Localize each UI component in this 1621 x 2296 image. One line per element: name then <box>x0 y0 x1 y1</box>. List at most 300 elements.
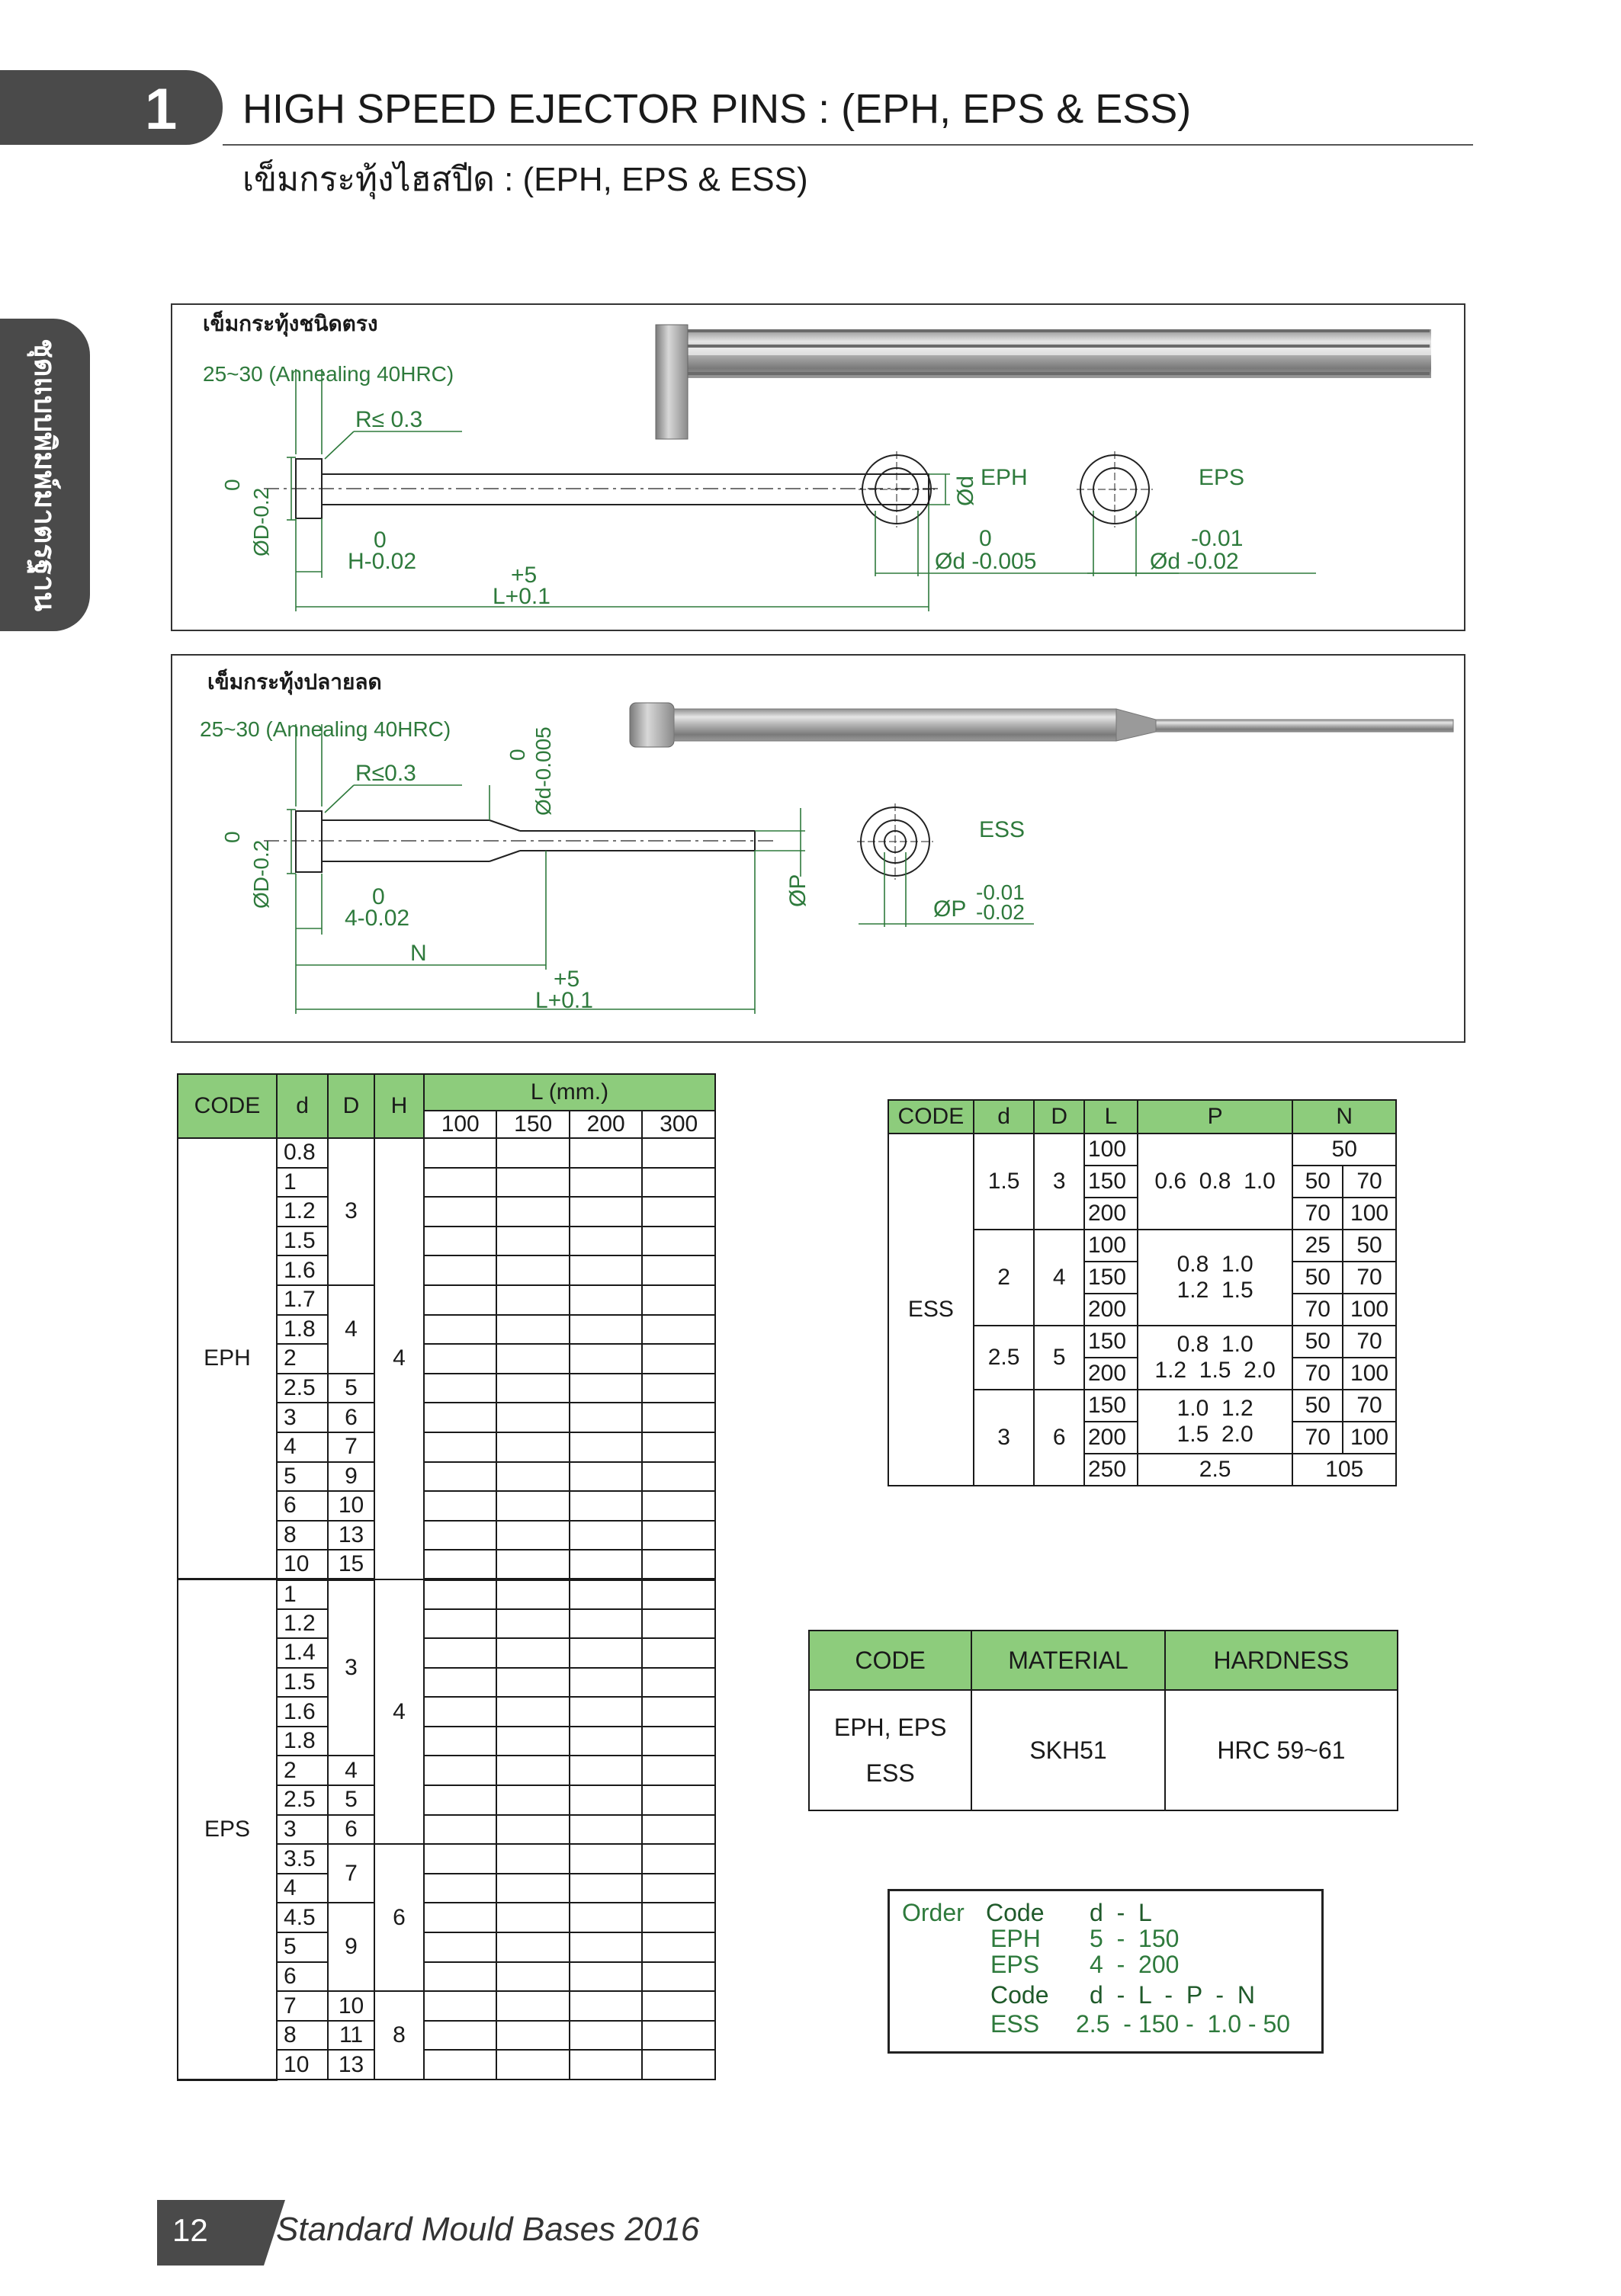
diagram2-radius: R≤0.3 <box>355 761 416 786</box>
length-cell <box>570 1785 642 1815</box>
ess-N-cell: 50 <box>1343 1230 1396 1262</box>
length-cell <box>424 1344 496 1374</box>
H-cell: 6 <box>374 1844 424 1991</box>
ess-header-L: L <box>1084 1100 1138 1134</box>
length-cell <box>496 1550 569 1579</box>
order-example-eps: 4 - 200 <box>1090 1951 1180 1978</box>
ess-D-cell: 3 <box>1034 1134 1084 1230</box>
ess-d-cell: 2 <box>974 1230 1035 1326</box>
diagram2-head-h-upper: 0 <box>372 884 385 909</box>
table-row <box>178 1138 715 1168</box>
stepped-pin-photo <box>630 703 1453 747</box>
diagram-straight-pin <box>171 303 1465 631</box>
length-cell <box>570 1344 642 1374</box>
length-cell <box>496 1579 569 1609</box>
ess-L-cell: 100 <box>1084 1230 1138 1262</box>
length-cell <box>424 1668 496 1698</box>
ess-D-cell: 6 <box>1034 1390 1084 1486</box>
D-cell: 7 <box>328 1432 374 1462</box>
ess-L-cell: 200 <box>1084 1294 1138 1326</box>
length-cell <box>424 1138 496 1168</box>
material-code-cell <box>809 1690 971 1810</box>
length-cell <box>570 1491 642 1521</box>
length-cell <box>642 1668 715 1698</box>
length-cell <box>642 1756 715 1785</box>
length-cell <box>570 1138 642 1168</box>
chapter-number: 1 <box>145 77 178 142</box>
length-cell <box>496 1521 569 1550</box>
length-cell <box>496 1315 569 1345</box>
stepped-pin-drawing <box>264 811 775 872</box>
D-cell: 4 <box>328 1285 374 1374</box>
ess-d-cell: 2.5 <box>974 1326 1035 1390</box>
length-cell <box>570 2050 642 2080</box>
eph-tol-upper: 0 <box>979 526 992 551</box>
length-cell <box>642 1403 715 1432</box>
length-cell <box>570 1579 642 1609</box>
length-cell <box>570 1255 642 1285</box>
ess-P-cell <box>1138 1326 1293 1390</box>
d-cell: 6 <box>277 1491 328 1521</box>
length-cell <box>496 1932 569 1962</box>
diagram-stepped-pin <box>171 654 1465 1043</box>
length-cell <box>496 1227 569 1256</box>
length-cell <box>642 1344 715 1374</box>
diagram2-annealing: 25~30 (Annealing 40HRC) <box>200 717 451 741</box>
material-code-line2: ESS <box>865 1759 915 1787</box>
length-cell <box>496 1197 569 1227</box>
length-cell <box>570 1462 642 1492</box>
diagram2-tip-dia: ØP <box>785 874 810 907</box>
pin-drawing <box>264 459 942 518</box>
D-cell: 7 <box>328 1844 374 1903</box>
length-cell <box>424 1962 496 1992</box>
diagram1-head-h-upper: 0 <box>374 528 387 553</box>
d-cell: 1.5 <box>277 1668 328 1698</box>
length-cell <box>496 1462 569 1492</box>
ess-tol-upper: -0.01 <box>976 880 1025 904</box>
length-cell <box>424 1550 496 1579</box>
length-cell <box>424 1285 496 1315</box>
length-cell <box>570 1521 642 1550</box>
ess-N-cell: 50 <box>1292 1134 1396 1166</box>
pin-photo <box>656 325 1431 439</box>
table-row <box>888 1134 1396 1166</box>
ess-L-cell: 100 <box>1084 1134 1138 1166</box>
d-cell: 3 <box>277 1403 328 1432</box>
length-cell <box>424 2021 496 2051</box>
ess-P-line: 0.8 1.0 <box>1176 1252 1253 1277</box>
order-format-2: d - L - P - N <box>1090 1981 1255 2009</box>
D-cell: 13 <box>328 1521 374 1550</box>
page-title: HIGH SPEED EJECTOR PINS : (EPH, EPS & ESS) <box>242 86 1192 132</box>
ess-P-line: 1.0 1.2 <box>1176 1396 1253 1421</box>
D-cell: 6 <box>328 1815 374 1845</box>
diagram2-step-len: N <box>410 941 427 966</box>
ess-header-N: N <box>1292 1100 1396 1134</box>
ess-N-cell: 50 <box>1292 1262 1343 1294</box>
d-cell: 4 <box>277 1432 328 1462</box>
diagram1-title: เข็มกระทุ้งชนิดตรง <box>203 312 378 335</box>
eph-eps-size-table <box>177 1073 716 2081</box>
d-cell: 3.5 <box>277 1844 328 1874</box>
d-cell: 1.2 <box>277 1609 328 1639</box>
length-cell <box>570 1756 642 1785</box>
d-cell: 5 <box>277 1932 328 1962</box>
length-cell <box>424 1168 496 1198</box>
length-cell <box>642 1727 715 1756</box>
order-code-label-2: Code <box>990 1981 1049 2009</box>
length-cell <box>424 1991 496 2021</box>
length-cell <box>570 1609 642 1639</box>
length-cell <box>642 1932 715 1962</box>
diagram2-head-dia: ØD-0.2 <box>249 839 273 909</box>
length-cell <box>642 1550 715 1579</box>
code-cell: EPS <box>178 1579 277 2080</box>
length-cell <box>570 1815 642 1845</box>
length-cell <box>642 1991 715 2021</box>
length-cell <box>642 1697 715 1727</box>
ess-L-cell: 150 <box>1084 1262 1138 1294</box>
header-length: 150 <box>496 1111 569 1138</box>
length-cell <box>570 1374 642 1403</box>
length-cell <box>642 1962 715 1992</box>
length-cell <box>424 1638 496 1668</box>
order-example-eph-code: EPH <box>990 1925 1041 1952</box>
d-cell: 2.5 <box>277 1374 328 1403</box>
d-cell: 2 <box>277 1756 328 1785</box>
header-L: L (mm.) <box>424 1074 715 1111</box>
length-cell <box>496 1344 569 1374</box>
length-cell <box>642 1491 715 1521</box>
length-cell <box>496 1991 569 2021</box>
footer-title: Standard Mould Bases 2016 <box>276 2211 700 2248</box>
d-cell: 4.5 <box>277 1903 328 1932</box>
length-cell <box>424 1432 496 1462</box>
length-cell <box>496 1638 569 1668</box>
d-cell: 1.7 <box>277 1285 328 1315</box>
d-cell: 1.4 <box>277 1638 328 1668</box>
diagram2-title: เข็มกระทุ้งปลายลด <box>207 670 382 694</box>
length-cell <box>424 1227 496 1256</box>
header-length: 300 <box>642 1111 715 1138</box>
d-cell: 5 <box>277 1462 328 1492</box>
length-cell <box>496 1374 569 1403</box>
length-cell <box>496 1697 569 1727</box>
H-cell: 8 <box>374 1991 424 2080</box>
ess-P-line: 0.6 0.8 1.0 <box>1154 1169 1276 1194</box>
header-length: 200 <box>570 1111 642 1138</box>
eps-label: EPS <box>1199 465 1245 490</box>
page-subtitle: เข็มกระทุ้งไฮสปีด : (EPH, EPS & ESS) <box>242 161 808 198</box>
d-cell: 1.8 <box>277 1727 328 1756</box>
length-cell <box>642 1579 715 1609</box>
length-cell <box>642 2021 715 2051</box>
diagram2-length-upper: +5 <box>554 967 580 992</box>
d-cell: 10 <box>277 1550 328 1579</box>
header-length: 100 <box>424 1111 496 1138</box>
length-cell <box>570 1697 642 1727</box>
d-cell: 1 <box>277 1579 328 1609</box>
length-cell <box>642 1844 715 1874</box>
length-cell <box>642 1462 715 1492</box>
length-cell <box>496 1815 569 1845</box>
ess-N-cell: 100 <box>1343 1294 1396 1326</box>
order-example-eph: 5 - 150 <box>1090 1925 1180 1952</box>
length-cell <box>496 2050 569 2080</box>
length-cell <box>570 1991 642 2021</box>
material-value: SKH51 <box>971 1690 1164 1810</box>
material-code-line1: EPH, EPS <box>833 1714 947 1741</box>
D-cell: 3 <box>328 1579 374 1756</box>
order-example-eps-code: EPS <box>990 1951 1040 1978</box>
chapter-tab <box>0 70 223 145</box>
ess-P-line: 1.2 1.5 <box>1176 1278 1253 1303</box>
length-cell <box>496 2021 569 2051</box>
length-cell <box>642 1638 715 1668</box>
length-cell <box>424 1874 496 1903</box>
length-cell <box>424 1785 496 1815</box>
ess-size-table <box>888 1099 1397 1486</box>
length-cell <box>496 1874 569 1903</box>
length-cell <box>570 1285 642 1315</box>
d-cell: 1.6 <box>277 1255 328 1285</box>
ess-L-cell: 200 <box>1084 1198 1138 1230</box>
ess-N-cell: 105 <box>1292 1454 1396 1486</box>
length-cell <box>642 2050 715 2080</box>
length-cell <box>642 1874 715 1903</box>
ess-d-cell: 3 <box>974 1390 1035 1486</box>
material-header-material: MATERIAL <box>971 1631 1164 1690</box>
header-code: CODE <box>178 1074 277 1138</box>
eps-tol: Ød -0.02 <box>1150 549 1239 574</box>
ess-tol-lower: -0.02 <box>976 900 1025 924</box>
length-cell <box>496 1491 569 1521</box>
length-cell <box>642 1255 715 1285</box>
d-cell: 6 <box>277 1962 328 1992</box>
d-cell: 1.5 <box>277 1227 328 1256</box>
length-cell <box>496 1138 569 1168</box>
diagram2-shaft-dia-upper: 0 <box>506 749 529 761</box>
ess-header-code: CODE <box>888 1100 974 1134</box>
diagram2-head-h: 4-0.02 <box>345 906 410 931</box>
header-d: d <box>277 1074 328 1138</box>
length-cell <box>424 1903 496 1932</box>
ess-L-cell: 250 <box>1084 1454 1138 1486</box>
length-cell <box>424 1315 496 1345</box>
ess-N-cell: 70 <box>1343 1326 1396 1358</box>
eph-section <box>859 451 935 528</box>
ess-N-cell: 70 <box>1343 1262 1396 1294</box>
side-tab-label: ชุดแบบพิมพ์มาตรฐาน <box>28 338 60 612</box>
code-cell: EPH <box>178 1138 277 1579</box>
ess-code-cell: ESS <box>888 1134 974 1486</box>
d-cell: 3 <box>277 1815 328 1845</box>
ess-P-cell <box>1138 1230 1293 1326</box>
length-cell <box>424 2050 496 2080</box>
length-cell <box>496 1255 569 1285</box>
D-cell: 3 <box>328 1138 374 1285</box>
ess-N-cell: 70 <box>1292 1358 1343 1390</box>
ess-N-cell: 70 <box>1292 1422 1343 1454</box>
d-cell: 1.8 <box>277 1315 328 1345</box>
material-header-code: CODE <box>809 1631 971 1690</box>
eps-section <box>1077 451 1153 528</box>
length-cell <box>424 1197 496 1227</box>
length-cell <box>496 1962 569 1992</box>
ess-header-D: D <box>1034 1100 1084 1134</box>
ess-d-cell: 1.5 <box>974 1134 1035 1230</box>
ess-L-cell: 200 <box>1084 1358 1138 1390</box>
length-cell <box>424 1932 496 1962</box>
length-cell <box>496 1785 569 1815</box>
diagram1-shaft-dia: Ød <box>953 475 978 506</box>
ess-label: ESS <box>979 817 1026 842</box>
D-cell: 13 <box>328 2050 374 2080</box>
ess-N-cell: 100 <box>1343 1422 1396 1454</box>
d-cell: 1 <box>277 1168 328 1198</box>
d-cell: 2.5 <box>277 1785 328 1815</box>
order-format-1: d - L <box>1090 1899 1152 1926</box>
length-cell <box>570 2021 642 2051</box>
length-cell <box>424 1756 496 1785</box>
length-cell <box>424 1844 496 1874</box>
ess-N-cell: 70 <box>1343 1390 1396 1422</box>
length-cell <box>642 1432 715 1462</box>
ess-L-cell: 200 <box>1084 1422 1138 1454</box>
length-cell <box>496 1727 569 1756</box>
length-cell <box>496 1844 569 1874</box>
ess-P-cell <box>1138 1134 1293 1230</box>
diagram1-length: L+0.1 <box>493 584 550 609</box>
eph-tol: Ød -0.005 <box>935 549 1037 574</box>
ess-N-cell: 25 <box>1292 1230 1343 1262</box>
length-cell <box>642 1197 715 1227</box>
d-cell: 1.2 <box>277 1197 328 1227</box>
eph-label: EPH <box>981 465 1028 490</box>
length-cell <box>570 1962 642 1992</box>
header-D: D <box>328 1074 374 1138</box>
length-cell <box>496 1403 569 1432</box>
length-cell <box>570 1197 642 1227</box>
table-row <box>178 1579 715 1609</box>
length-cell <box>424 1727 496 1756</box>
diagram1-length-upper: +5 <box>511 563 538 588</box>
ess-section <box>857 803 933 880</box>
D-cell: 9 <box>328 1462 374 1492</box>
length-cell <box>570 1903 642 1932</box>
length-cell <box>424 1374 496 1403</box>
D-cell: 5 <box>328 1374 374 1403</box>
ess-tol: ØP <box>933 896 967 922</box>
D-cell: 5 <box>328 1785 374 1815</box>
ess-D-cell: 4 <box>1034 1230 1084 1326</box>
ess-P-line: 1.5 2.0 <box>1176 1422 1253 1447</box>
order-code-label-1: Code <box>986 1899 1045 1926</box>
length-cell <box>424 1403 496 1432</box>
header-H: H <box>374 1074 424 1138</box>
diagram1-annealing: 25~30 (Annealing 40HRC) <box>203 362 454 386</box>
D-cell: 10 <box>328 1991 374 2021</box>
ess-P-line: 0.8 1.0 <box>1176 1332 1253 1357</box>
length-cell <box>424 1815 496 1845</box>
length-cell <box>424 1697 496 1727</box>
H-cell: 4 <box>374 1579 424 1844</box>
footer-page-number: 12 <box>172 2212 208 2248</box>
length-cell <box>424 1491 496 1521</box>
length-cell <box>642 1815 715 1845</box>
diagram2-shaft-dia: Ød-0.005 <box>531 726 555 816</box>
length-cell <box>570 1638 642 1668</box>
ess-N-cell: 50 <box>1292 1390 1343 1422</box>
order-example-ess-code: ESS <box>990 2010 1040 2038</box>
length-cell <box>496 1285 569 1315</box>
ess-N-cell: 100 <box>1343 1198 1396 1230</box>
length-cell <box>496 1756 569 1785</box>
D-cell: 11 <box>328 2021 374 2051</box>
length-cell <box>570 1668 642 1698</box>
d-cell: 8 <box>277 2021 328 2051</box>
d-cell: 4 <box>277 1874 328 1903</box>
material-table <box>808 1630 1398 1811</box>
length-cell <box>424 1609 496 1639</box>
length-cell <box>570 1432 642 1462</box>
H-cell: 4 <box>374 1138 424 1579</box>
length-cell <box>570 1315 642 1345</box>
D-cell: 4 <box>328 1756 374 1785</box>
length-cell <box>570 1550 642 1579</box>
length-cell <box>642 1138 715 1168</box>
order-label: Order <box>902 1899 965 1926</box>
d-cell: 10 <box>277 2050 328 2080</box>
length-cell <box>642 1227 715 1256</box>
length-cell <box>424 1521 496 1550</box>
D-cell: 6 <box>328 1403 374 1432</box>
length-cell <box>570 1168 642 1198</box>
d-cell: 0.8 <box>277 1138 328 1168</box>
length-cell <box>424 1255 496 1285</box>
ess-N-cell: 70 <box>1343 1166 1396 1198</box>
material-header-hardness: HARDNESS <box>1165 1631 1398 1690</box>
d-cell: 2 <box>277 1344 328 1374</box>
order-example-ess: 2.5 - 150 - 1.0 - 50 <box>1076 2010 1291 2038</box>
ess-N-cell: 50 <box>1292 1166 1343 1198</box>
d-cell: 8 <box>277 1521 328 1550</box>
D-cell: 9 <box>328 1903 374 1991</box>
length-cell <box>642 1785 715 1815</box>
hardness-value: HRC 59~61 <box>1165 1690 1398 1810</box>
length-cell <box>570 1932 642 1962</box>
diagram2-length: L+0.1 <box>535 988 593 1013</box>
ess-L-cell: 150 <box>1084 1166 1138 1198</box>
diagram1-head-h: H-0.02 <box>348 549 417 574</box>
length-cell <box>496 1432 569 1462</box>
diagram1-head-dia: ØD-0.2 <box>249 487 273 556</box>
diagram1-head-dia-upper: 0 <box>220 479 244 491</box>
length-cell <box>496 1609 569 1639</box>
length-cell <box>424 1462 496 1492</box>
length-cell <box>642 1609 715 1639</box>
length-cell <box>642 1168 715 1198</box>
length-cell <box>642 1315 715 1345</box>
ess-N-cell: 50 <box>1292 1326 1343 1358</box>
ess-D-cell: 5 <box>1034 1326 1084 1390</box>
d-cell: 7 <box>277 1991 328 2021</box>
ess-N-cell: 70 <box>1292 1198 1343 1230</box>
diagram1-radius: R≤ 0.3 <box>355 407 423 432</box>
length-cell <box>424 1579 496 1609</box>
ess-L-cell: 150 <box>1084 1326 1138 1358</box>
